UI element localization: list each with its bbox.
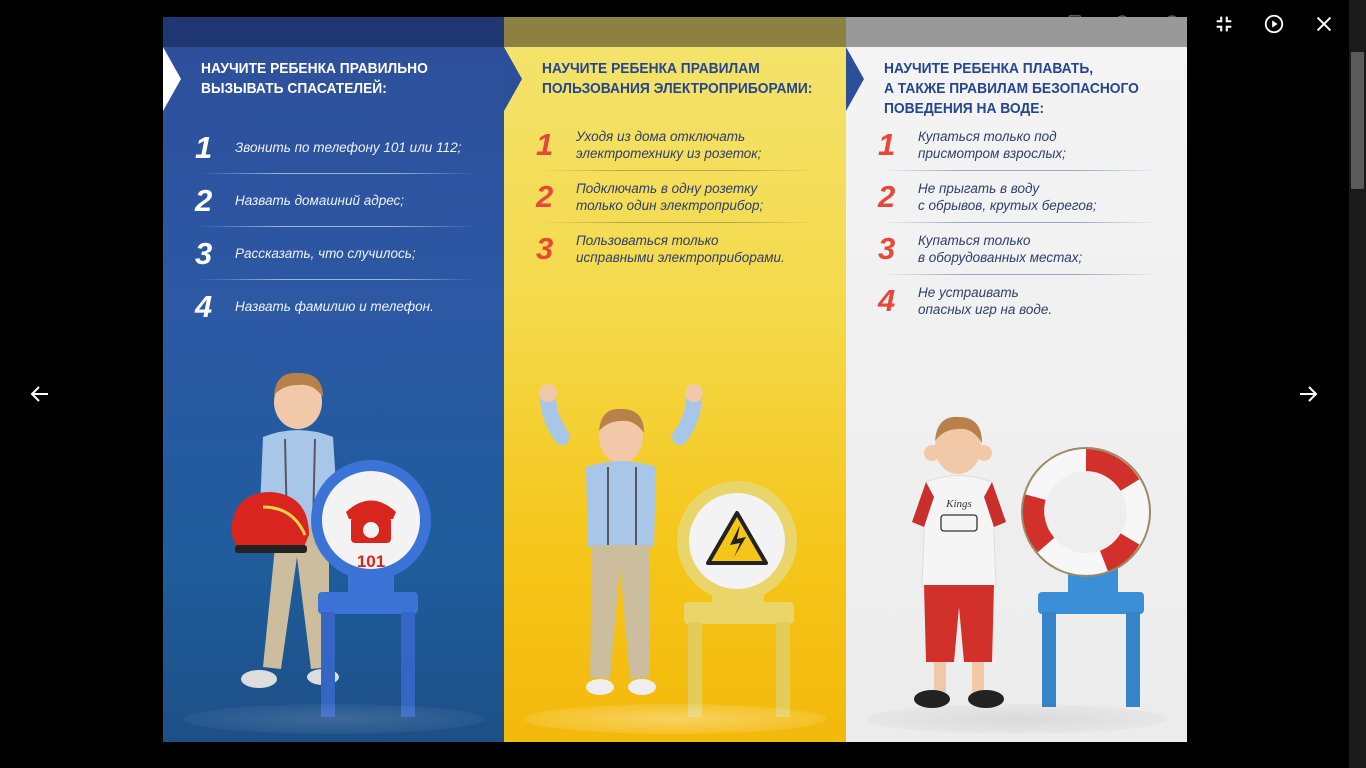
boy-figure-hands-on-ears (912, 417, 1006, 708)
poster-image (163, 17, 1187, 742)
item-text-line: Подключать в одну розетку (576, 181, 758, 196)
title-line: НАУЧИТЕ РЕБЕНКА ПЛАВАТЬ, (884, 60, 1094, 77)
scrollbar-thumb[interactable] (1351, 52, 1364, 189)
item-text: Назвать фамилию и телефон. (235, 299, 434, 314)
item-text-line: электротехнику из розеток; (576, 146, 762, 161)
item-number: 3 (536, 231, 554, 266)
item-text-line: в оборудованных местах; (918, 250, 1083, 265)
item-text-line: Не прыгать в воду (918, 181, 1040, 196)
item-number: 1 (195, 129, 213, 165)
panel-call-rescuers (163, 17, 504, 742)
item-number: 2 (878, 179, 896, 214)
item-text: Звонить по телефону 101 или 112; (235, 140, 462, 155)
title-line: А ТАКЖЕ ПРАВИЛАМ БЕЗОПАСНОГО (884, 80, 1139, 97)
item-text (918, 284, 1052, 318)
list-item (878, 223, 1153, 275)
chair-with-lifebuoy (1022, 448, 1150, 707)
item-text-line: Уходя из дома отключать (576, 129, 746, 144)
list-item (195, 280, 470, 333)
chevron-marker (163, 47, 181, 111)
item-number: 4 (878, 283, 896, 318)
close-button[interactable] (1299, 0, 1349, 48)
item-number: 2 (195, 182, 213, 218)
list-item (195, 121, 470, 174)
play-circle-icon (1263, 13, 1285, 35)
list-item (878, 119, 1153, 171)
item-number: 3 (195, 235, 213, 271)
title-line: НАУЧИТЕ РЕБЕНКА ПРАВИЛАМ (542, 60, 760, 77)
item-text: Назвать домашний адрес; (235, 193, 405, 208)
item-text (576, 232, 785, 266)
title-line: ПОВЕДЕНИЯ НА ВОДЕ: (884, 100, 1045, 117)
item-text-line: Пользоваться только (576, 233, 719, 248)
panel-title (201, 59, 428, 99)
chevron-marker (846, 47, 864, 111)
arrow-left-icon (28, 382, 52, 406)
item-number: 1 (536, 127, 554, 162)
boy-with-phone-sign-illustration (163, 357, 504, 742)
item-number: 3 (878, 231, 896, 266)
item-text-line: присмотром взрослых; (918, 146, 1066, 161)
item-text-line: Не устраивать (918, 285, 1019, 300)
item-text: Рассказать, что случилось; (235, 246, 416, 261)
rules-list (536, 119, 811, 275)
previous-button[interactable] (20, 374, 60, 414)
exit-fullscreen-button[interactable] (1199, 0, 1249, 48)
item-text-line: только один электроприбор; (576, 198, 764, 213)
lifebuoy-icon (1022, 448, 1150, 576)
illustration-svg (163, 357, 504, 742)
sign-number: 101 (356, 552, 386, 571)
panel-top-band (504, 17, 846, 47)
close-icon (1313, 13, 1335, 35)
item-number: 1 (878, 127, 896, 162)
boy-with-lifebuoy-illustration (846, 357, 1187, 742)
item-text (918, 180, 1097, 214)
title-line: ВЫЗЫВАТЬ СПАСАТЕЛЕЙ: (201, 80, 387, 97)
list-item (878, 275, 1153, 327)
item-text-line: с обрывов, крутых берегов; (918, 198, 1097, 213)
item-text (576, 128, 761, 162)
panel-title (542, 59, 812, 99)
chair-with-high-voltage-sign (677, 481, 797, 717)
list-item (195, 174, 470, 227)
shirt-print: Kings (946, 498, 972, 510)
list-item (536, 223, 811, 275)
item-text (576, 180, 763, 214)
floor-reflection (866, 704, 1167, 734)
item-text-line: Купаться только (918, 233, 1031, 248)
next-button[interactable] (1288, 374, 1328, 414)
chevron-marker (504, 47, 522, 111)
floor-reflection (183, 704, 484, 734)
list-item (536, 171, 811, 223)
exit-fullscreen-icon (1213, 13, 1235, 35)
item-text (918, 232, 1082, 266)
illustration-svg (504, 357, 846, 742)
panel-title (884, 59, 1139, 119)
slideshow-button[interactable] (1249, 0, 1299, 48)
rules-list (195, 121, 470, 333)
boy-with-high-voltage-sign-illustration (504, 357, 846, 742)
floor-reflection (524, 704, 826, 734)
panel-water-safety (846, 17, 1187, 742)
item-text (918, 128, 1066, 162)
panel-top-band (163, 17, 504, 47)
title-line: НАУЧИТЕ РЕБЕНКА ПРАВИЛЬНО (201, 60, 428, 77)
item-number: 4 (195, 288, 213, 324)
list-item (536, 119, 811, 171)
panel-electrical-safety (504, 17, 846, 742)
item-text-line: исправными электроприборами. (576, 250, 785, 265)
item-text-line: Купаться только под (918, 129, 1057, 144)
illustration-svg (846, 357, 1187, 742)
item-number: 2 (536, 179, 554, 214)
list-item (878, 171, 1153, 223)
list-item (195, 227, 470, 280)
rules-list (878, 119, 1153, 327)
vertical-scrollbar[interactable] (1349, 0, 1366, 768)
title-line: ПОЛЬЗОВАНИЯ ЭЛЕКТРОПРИБОРАМИ: (542, 80, 813, 97)
arrow-right-icon (1296, 382, 1320, 406)
item-text-line: опасных игр на воде. (918, 302, 1053, 317)
panel-top-band (846, 17, 1187, 47)
